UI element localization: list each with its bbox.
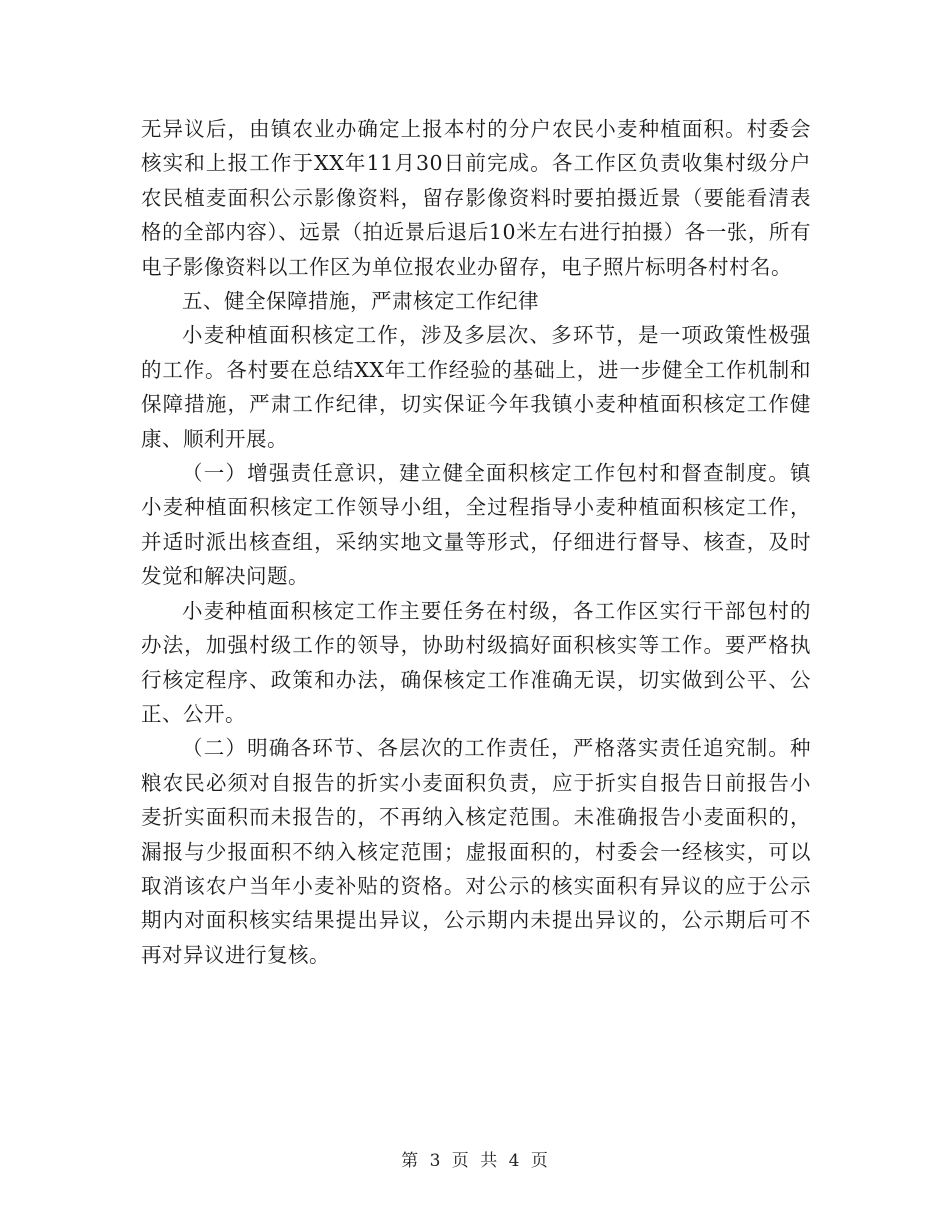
paragraph-item-two: （二）明确各环节、各层次的工作责任，严格落实责任追究制。种粮农民必须对自报告的折实小麦面积负责，应于折实自报告日前报告小麦折实面积而未报告的，不再纳入核定范围。未准确报告小麦面积的，漏报与少报面积不纳入核定范围；虚报面积的，村委会一经核实，可以取消该农户当年小麦补贴的资格。对公示的核实面积有异议的应于公示期内对面积核实结果提出异议，公示期内未提出异议的，公示期后可不再对异议进行复核。 bbox=[141, 736, 811, 967]
page-number-footer: 第 3 页 共 4 页 bbox=[401, 1151, 549, 1171]
paragraph-item-one: （一）增强责任意识，建立健全面积核定工作包村和督查制度。镇小麦种植面积核定工作领导小组，全过程指导小麦种植面积核定工作，并适时派出核查组，采纳实地文量等形式，仔细进行督导、核查，及时发觉和解决问题。 bbox=[141, 461, 811, 589]
paragraph-village-responsibility: 小麦种植面积核定工作主要任务在村级，各工作区实行干部包村的办法，加强村级工作的领导，协助村级搞好面积核实等工作。要严格执行核定程序、政策和办法，确保核定工作准确无误，切实做到公平、公正、公开。 bbox=[141, 598, 811, 726]
paragraph-section-intro: 小麦种植面积核定工作，涉及多层次、多环节，是一项政策性极强的工作。各村要在总结XX年工作经验的基础上，进一步健全工作机制和保障措施，严肃工作纪律，切实保证今年我镇小麦种植面积核定工作健康、顺利开展。 bbox=[141, 323, 811, 451]
paragraph-continuation: 无异议后，由镇农业办确定上报本村的分户农民小麦种植面积。村委会核实和上报工作于XX年11月30日前完成。各工作区负责收集村级分户农民植麦面积公示影像资料，留存影像资料时要拍摄近景（要能看清表格的全部内容）、远景（拍近景后退后10米左右进行拍摄）各一张，所有电子影像资料以工作区为单位报农业办留存，电子照片标明各村村名。 bbox=[141, 117, 811, 279]
document-body bbox=[141, 112, 811, 972]
section-heading: 五、健全保障措施，严肃核定工作纪律 bbox=[182, 289, 539, 314]
